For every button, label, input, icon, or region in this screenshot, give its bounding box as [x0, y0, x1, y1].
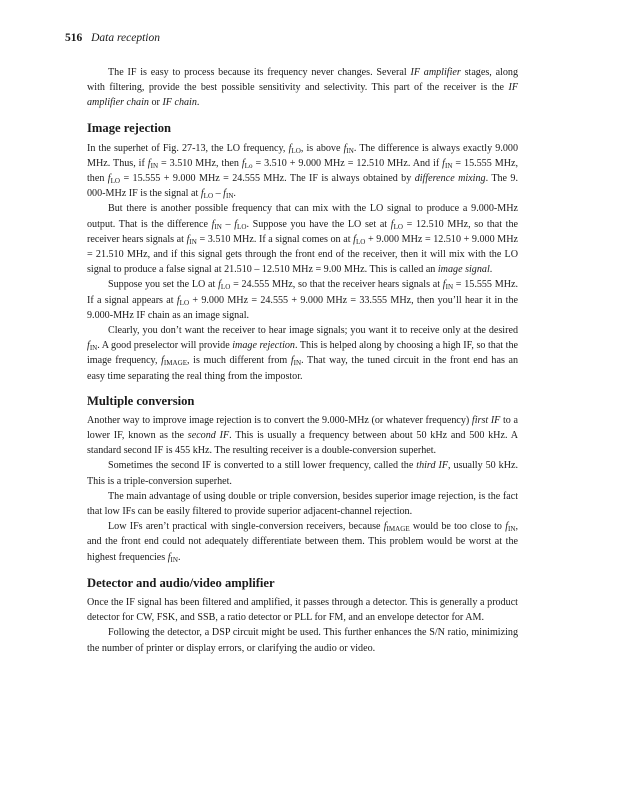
text-run: .	[178, 551, 181, 563]
text-run: In the superhet of Fig. 27-13, the LO frequency,	[87, 142, 289, 154]
text-run: + 9.000 MHz = 24.555 + 9.000 MHz = 33.555 MHz, then you’ll hear it in the 9.000-MHz IF chain as an image signal.	[87, 294, 518, 321]
text-run: + 9.000 MHz = 12.510 + 9.000 MHz = 21.510 MHz, and if this signal gets through the front end of the receiver, then it will mix with the LO signal to produce a false signal at 21.510 – 12.510 MHz = 9.00 MHz. This is called an	[87, 233, 519, 276]
text-run: Low IFs aren’t practical with single-conversion receivers, because	[108, 521, 384, 533]
frequency-symbol: $f_{IN}$	[186, 233, 197, 246]
section-heading: Multiple conversion	[87, 393, 195, 408]
text-run: . This is usually a frequency between about 50 kHz and 500 kHz. A standard second IF is 455 kHz. The resulting receiver is a double-conversion superhet.	[87, 430, 518, 457]
italic-term: IF amplifier chain	[87, 82, 518, 109]
text-run: Sometimes the second IF is converted to a still lower frequency, called the	[108, 460, 417, 472]
text-run: . This is helped along by choosing a high IF, so that the image frequency,	[87, 340, 518, 367]
text-run: = 15.555 + 9.000 MHz = 24.555 MHz. The IF is always obtained by	[120, 173, 415, 185]
text-run: stages, along with filtering, provide the best possible sensitivity and selectivity. This part of the receiver is the	[87, 67, 518, 94]
frequency-symbol: $f_{Lo}$	[241, 157, 253, 170]
text-run: Once the IF signal has been filtered and amplified, it passes through a detector. This is generally a product detector for CW, FSK, and SSB, a ratio detector or PLL for FM, and an envelope detector for AM.	[87, 596, 518, 624]
paragraph	[87, 277, 518, 323]
text-run: , is above	[300, 142, 344, 154]
frequency-symbol: $f_{IMAGE}$	[161, 355, 188, 368]
paragraph	[87, 489, 518, 519]
italic-term: first IF	[471, 414, 501, 426]
frequency-symbol: $f_{LO}$	[176, 294, 190, 307]
italic-term: IF amplifier	[410, 67, 461, 78]
body-text	[87, 65, 518, 656]
text-run: The IF is easy to process because its frequency never changes. Several	[108, 67, 411, 78]
page-number: 516	[65, 32, 83, 44]
italic-term: second IF	[187, 430, 230, 442]
text-run: = 3.510 MHz, then	[158, 157, 242, 169]
text-run: = 15.555 MHz. If a signal appears at	[87, 279, 518, 306]
text-run: . The 9. 000-MHz IF is the signal at	[87, 173, 518, 200]
frequency-symbol: $f_{LO}$	[218, 279, 231, 292]
italic-term: third IF	[416, 460, 449, 472]
frequency-symbol: $f_{IN}$	[211, 218, 222, 231]
text-run: .	[196, 97, 200, 109]
text-run: Suppose you set the LO at	[108, 279, 219, 291]
paragraph	[87, 65, 518, 111]
text-run: . A good preselector will provide	[97, 340, 233, 352]
italic-term: image rejection	[232, 340, 295, 352]
section-heading: Image rejection	[87, 120, 172, 135]
text-run: .	[233, 188, 236, 200]
text-run: or	[148, 97, 163, 109]
text-run: The main advantage of using double or triple conversion, besides superior image rejection, is the fact that low IFs can be easily filtered to provide superior adjacent-channel rejection.	[87, 490, 518, 518]
italic-term: IF chain	[162, 97, 197, 109]
text-run: = 3.510 + 9.000 MHz = 12.510 MHz. And if	[252, 157, 443, 169]
italic-term: difference mixing	[414, 173, 486, 185]
text-run: to a lower IF, known as the	[87, 414, 518, 442]
paragraph	[87, 141, 518, 202]
text-run: . Suppose you have the LO set at	[246, 218, 391, 230]
frequency-symbol: $f_{LO}$	[107, 173, 121, 185]
paragraph	[87, 595, 518, 625]
frequency-symbol: $f_{IN}$	[147, 157, 159, 170]
text-run: , is much different from	[187, 355, 291, 367]
paragraph	[87, 519, 518, 565]
paragraph	[87, 201, 518, 277]
frequency-symbol: $f_{IN}$	[167, 551, 178, 564]
frequency-symbol: $f_{LO}$	[200, 188, 214, 200]
frequency-symbol: $f_{IN}$	[290, 355, 302, 368]
text-run: , usually 50 kHz. This is a triple-conversion superhet.	[87, 460, 518, 487]
text-run: Clearly, you don’t want the receiver to hear image signals; you want it to receive only at the desired	[108, 325, 518, 337]
frequency-symbol: $f_{IMAGE}$	[383, 521, 410, 534]
section-heading: Detector and audio/video amplifier	[87, 575, 275, 590]
frequency-symbol: $f_{LO}$	[390, 218, 403, 231]
frequency-symbol: $f_{IN}$	[87, 340, 98, 353]
text-run: But there is another possible frequency that can mix with the LO signal to produce a 9.000-MHz output. That is the difference	[87, 203, 518, 230]
text-run: , and the front end could not adequately differentiate between them. This problem would be worst at the highest frequencies	[87, 521, 518, 563]
text-run: . That way, the tuned circuit in the front end has an easy time separating the real thing from the impostor.	[87, 355, 518, 382]
book-page	[65, 32, 519, 656]
text-run: = 12.510 MHz, so that the receiver hears signals at	[87, 218, 518, 245]
frequency-symbol: $f_{IN}$	[442, 279, 454, 292]
frequency-symbol: $f_{IN}$	[505, 521, 516, 534]
running-title: Data reception	[91, 32, 161, 44]
text-run: Following the detector, a DSP circuit might be used. This further enhances the S/N ratio, minimizing the number of printer or display errors, or clarifying the audio or video.	[87, 627, 518, 654]
frequency-symbol: $f_{LO}$	[288, 142, 301, 155]
paragraph	[87, 413, 518, 459]
frequency-symbol: $f_{LO}$	[353, 233, 366, 246]
frequency-symbol: $f_{IN}$	[442, 157, 453, 170]
text-run: –	[221, 218, 235, 230]
text-run: = 24.555 MHz, so that the receiver hears signals at	[230, 279, 443, 291]
italic-term: image signal	[437, 264, 490, 276]
frequency-symbol: $f_{IN}$	[223, 188, 234, 200]
text-run: –	[213, 188, 224, 200]
paragraph	[87, 323, 518, 384]
text-run: .	[489, 264, 493, 276]
frequency-symbol: $f_{IN}$	[343, 142, 354, 155]
frequency-symbol: $f_{LO}$	[234, 218, 247, 231]
text-run: would be too close to	[409, 521, 506, 533]
text-run: = 15.555 MHz, then	[87, 157, 518, 185]
running-header	[65, 32, 518, 48]
text-run: . The difference is always exactly 9.000 MHz. Thus, if	[87, 142, 518, 169]
paragraph	[87, 458, 518, 488]
text-run: Another way to improve image rejection is to convert the 9.000-MHz (or whatever frequency)	[87, 414, 472, 426]
paragraph	[87, 625, 518, 655]
text-run: = 3.510 MHz. If a signal comes on at	[196, 233, 354, 245]
